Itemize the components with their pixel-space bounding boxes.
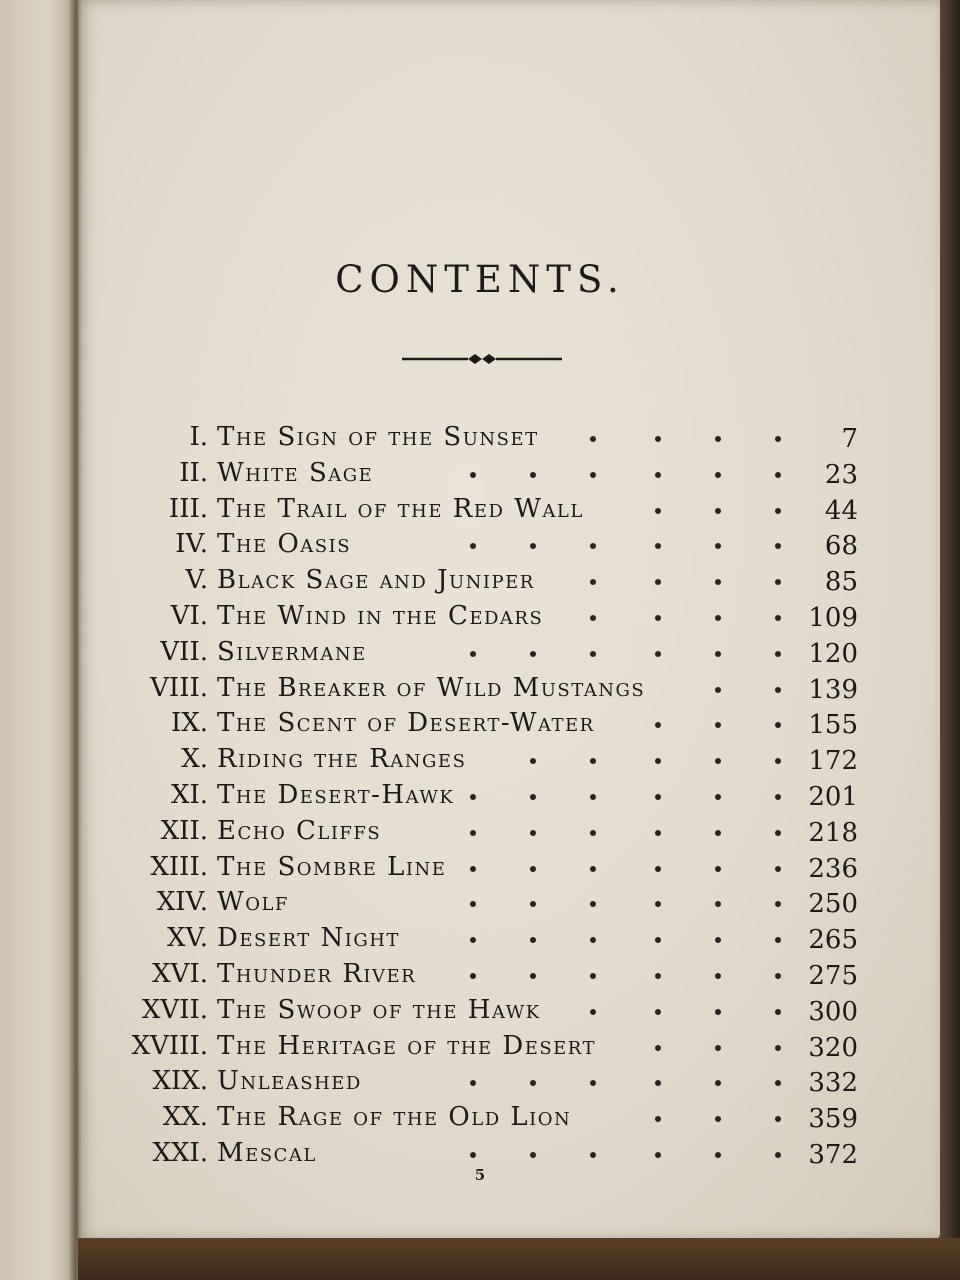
- chapter-page-number: 44: [824, 495, 858, 526]
- toc-entry: [0, 885, 960, 921]
- chapter-title: The Rage of the Old Lion: [217, 1102, 572, 1133]
- chapter-number: IX.: [170, 708, 208, 739]
- leader-dots: [520, 615, 790, 625]
- chapter-title: The Heritage of the Desert: [217, 1030, 597, 1061]
- toc-entry: [0, 563, 960, 599]
- chapter-page-number: 275: [808, 961, 858, 991]
- chapter-page-number: 155: [808, 710, 858, 741]
- toc-entry: [0, 1029, 960, 1065]
- chapter-title: Riding the Ranges: [217, 744, 467, 775]
- ornament-divider-icon: [402, 352, 562, 366]
- toc-entry: [0, 921, 960, 957]
- chapter-title: Unleashed: [217, 1066, 362, 1097]
- chapter-number: XIV.: [156, 887, 208, 918]
- chapter-page-number: 68: [824, 531, 858, 562]
- page-number-folio: 5: [474, 1166, 486, 1184]
- leader-dots: [520, 543, 790, 553]
- toc-entry: [0, 1064, 960, 1100]
- chapter-title: Black Sage and Juniper: [217, 565, 535, 596]
- chapter-title: The Breaker of Wild Mustangs: [217, 672, 646, 703]
- chapter-number: XXI.: [152, 1138, 208, 1168]
- bottom-cover-edge: [78, 1238, 960, 1280]
- toc-entry: [0, 742, 960, 778]
- chapter-title: The Swoop of the Hawk: [217, 994, 541, 1025]
- chapter-number: XVII.: [141, 994, 208, 1025]
- chapter-number: I.: [189, 422, 208, 452]
- chapter-title: Wolf: [217, 887, 289, 918]
- chapter-page-number: 320: [808, 1032, 858, 1063]
- chapter-title: Desert Night: [217, 923, 400, 954]
- chapter-page-number: 139: [808, 674, 858, 705]
- leader-dots: [520, 651, 790, 661]
- toc-entry: [0, 706, 960, 742]
- toc-entry: [0, 671, 960, 707]
- chapter-page-number: 120: [808, 638, 858, 669]
- chapter-number: X.: [181, 744, 208, 775]
- chapter-number: III.: [168, 493, 208, 524]
- toc-entry: [0, 599, 960, 635]
- toc-entry: [0, 850, 960, 886]
- chapter-title: Silvermane: [217, 636, 367, 667]
- chapter-title: Mescal: [217, 1138, 317, 1168]
- chapter-title: The Wind in the Cedars: [217, 601, 544, 631]
- chapter-title: Thunder River: [217, 959, 417, 989]
- leader-dots: [520, 472, 790, 482]
- leader-dots: [520, 1045, 790, 1055]
- chapter-title: Echo Cliffs: [217, 815, 382, 846]
- leader-dots: [520, 436, 790, 446]
- leader-dots: [520, 937, 790, 947]
- leader-dots: [520, 1080, 790, 1090]
- chapter-title: The Oasis: [217, 529, 352, 560]
- toc-entry: [0, 492, 960, 528]
- leader-dots: [520, 1116, 790, 1126]
- chapter-page-number: 7: [841, 424, 858, 454]
- chapter-title: The Scent of Desert-Water: [217, 708, 595, 739]
- leader-dots: [520, 1152, 790, 1162]
- leader-dots: [520, 794, 790, 804]
- toc-entry: [0, 527, 960, 563]
- chapter-page-number: 109: [808, 603, 858, 633]
- chapter-page-number: 372: [808, 1140, 858, 1170]
- chapter-page-number: 265: [808, 925, 858, 956]
- chapter-number: V.: [185, 565, 208, 596]
- chapter-page-number: 236: [808, 853, 858, 884]
- chapter-number: XII.: [160, 815, 208, 846]
- leader-dots: [520, 866, 790, 876]
- toc-entry: [0, 456, 960, 492]
- chapter-page-number: 359: [808, 1104, 858, 1135]
- chapter-title: White Sage: [217, 457, 374, 488]
- chapter-number: VIII.: [150, 672, 208, 703]
- toc-entry: [0, 1100, 960, 1136]
- chapter-number: II.: [179, 457, 208, 488]
- leader-dots: [520, 1009, 790, 1019]
- chapter-title: The Sombre Line: [217, 851, 447, 882]
- chapter-number: VI.: [170, 601, 208, 631]
- chapter-number: VII.: [160, 636, 208, 667]
- chapter-page-number: 172: [808, 746, 858, 777]
- chapter-page-number: 23: [824, 459, 858, 490]
- toc-entry: [0, 778, 960, 814]
- leader-dots: [520, 687, 790, 697]
- chapter-page-number: 201: [808, 782, 858, 812]
- chapter-page-number: 300: [808, 996, 858, 1027]
- page-title: CONTENTS.: [335, 258, 625, 301]
- toc-entry: [0, 420, 960, 456]
- leader-dots: [520, 830, 790, 840]
- chapter-number: XV.: [166, 923, 208, 954]
- toc-entry: [0, 635, 960, 671]
- chapter-number: IV.: [175, 529, 208, 560]
- chapter-page-number: 332: [808, 1068, 858, 1099]
- chapter-number: XX.: [162, 1102, 208, 1133]
- toc-entry: [0, 814, 960, 850]
- chapter-title: The Desert-Hawk: [217, 780, 455, 810]
- chapter-number: XI.: [170, 780, 208, 810]
- chapter-page-number: 250: [808, 889, 858, 920]
- chapter-title: The Trail of the Red Wall: [217, 493, 584, 524]
- chapter-number: XVIII.: [131, 1030, 208, 1061]
- leader-dots: [520, 973, 790, 983]
- leader-dots: [520, 901, 790, 911]
- chapter-title: The Sign of the Sunset: [217, 422, 539, 452]
- chapter-number: XIII.: [150, 851, 208, 882]
- leader-dots: [520, 722, 790, 732]
- chapter-page-number: 85: [824, 567, 858, 598]
- chapter-number: XIX.: [152, 1066, 208, 1097]
- leader-dots: [520, 758, 790, 768]
- leader-dots: [520, 508, 790, 518]
- leader-dots: [520, 579, 790, 589]
- chapter-page-number: 218: [808, 817, 858, 848]
- toc-entry: [0, 957, 960, 993]
- chapter-number: XVI.: [152, 959, 208, 989]
- toc-entry: [0, 993, 960, 1029]
